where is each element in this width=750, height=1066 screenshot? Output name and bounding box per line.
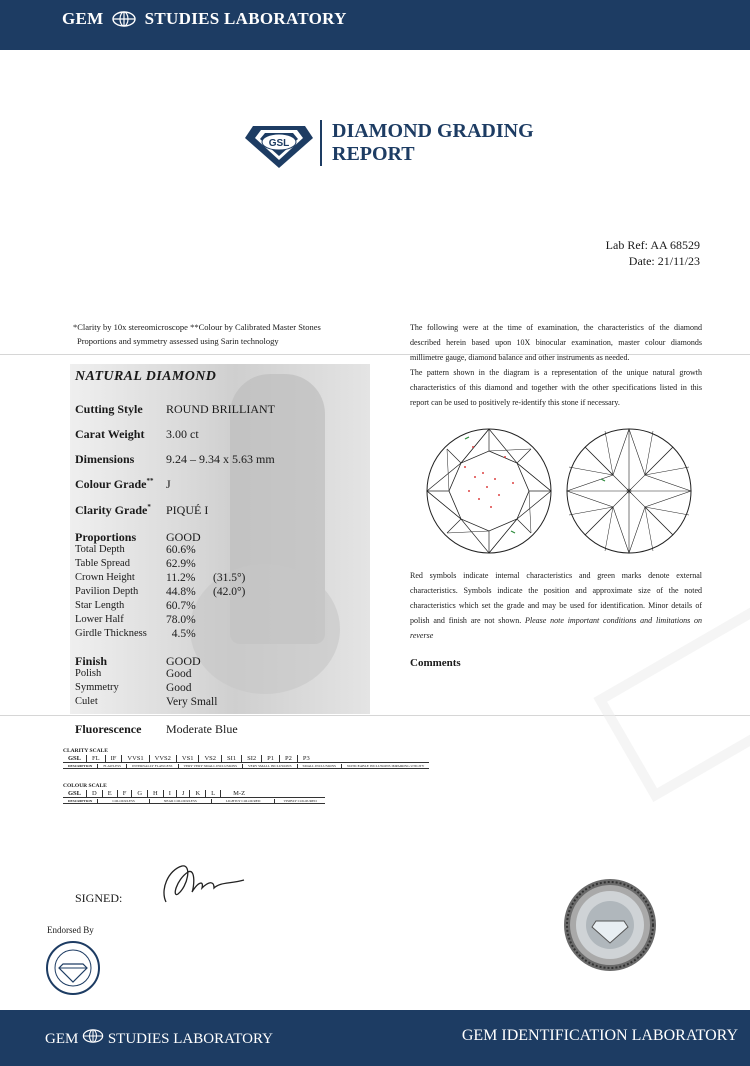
gsl-logo <box>243 118 315 175</box>
proportion-label: Table Spread <box>75 558 130 569</box>
examination-para-2: The pattern shown in the diagram is a representation of the unique natural growth characteristics of this diamond and together with the other specifications listed in this report can be used to positively re-identify this stone if necessary. <box>410 368 702 407</box>
cutting-style-value: ROUND BRILLIANT <box>166 402 275 416</box>
diagram-note-text: Red symbols indicate internal characteristics and green marks denote external characteristics. Symbols indicate the position and approximate size of the noted characteristics which set the grade and may be used for identification. Minor details of polish and finish are not shown. <box>410 571 702 625</box>
scale-description: COLOURLESS <box>97 799 149 803</box>
scale-grade: M-Z <box>220 790 257 797</box>
scale-description: VISIBLY COLOURED <box>274 799 324 803</box>
scale-grade: FL <box>86 755 105 762</box>
footer-brand-left <box>45 1029 273 1048</box>
report-title <box>320 120 534 166</box>
lab-reference <box>606 237 700 269</box>
proportion-label: Crown Height <box>75 572 135 583</box>
clarity-scale-descriptions <box>63 764 429 769</box>
proportion-value: 60.6% <box>166 544 196 556</box>
report-title-line2: REPORT <box>332 143 415 165</box>
lab-ref-number: Lab Ref: AA 68529 <box>605 238 700 252</box>
method-note-1: *Clarity by 10x stereomicroscope **Colour by Calibrated Master Stones <box>73 322 321 332</box>
finish-item-label: Symmetry <box>75 682 119 693</box>
examination-notes <box>410 320 702 410</box>
scale-grade: GSL <box>68 790 82 797</box>
method-notes <box>73 320 321 348</box>
finish-item-value: Very Small <box>166 696 218 708</box>
colour-scale-descriptions <box>63 799 325 804</box>
colour-grade-label-wrap <box>75 477 153 492</box>
footer-brand-rest: STUDIES LABORATORY <box>107 1031 274 1047</box>
scale-description: VERY SMALL INCLUSIONS <box>242 764 297 768</box>
clarity-grade-value: PIQUÉ I <box>166 503 209 517</box>
crown-diagram <box>425 427 553 560</box>
scale-grade: F <box>117 790 132 797</box>
examination-para-1: The following were at the time of examination, the characteristics of the diamond described herein based upon 10X binocular examination, master colour diamonds millimetre gauge, diamond balance and other instruments as needed. <box>410 323 702 362</box>
scale-grade: GSL <box>68 755 82 762</box>
diagram-legend-note <box>410 568 702 643</box>
scale-description: LIGHTLY COLOURED <box>211 799 275 803</box>
scale-description: FLAWLESS <box>97 764 126 768</box>
dimensions-label: Dimensions <box>75 452 135 466</box>
scale-grade: SI2 <box>241 755 261 762</box>
proportion-value: 60.7% <box>166 600 196 612</box>
clarity-grade-label: Clarity Grade <box>75 503 148 517</box>
scale-grade: D <box>86 790 102 797</box>
footer-brand-right: GEM IDENTIFICATION LABORATORY <box>461 1027 738 1044</box>
proportion-label: Star Length <box>75 600 125 611</box>
endorsed-label: Endorsed By <box>47 925 94 935</box>
globe-icon <box>112 11 136 32</box>
scale-grade: J <box>176 790 190 797</box>
lab-ref-date: Date: 21/11/23 <box>628 254 700 268</box>
scale-grade: I <box>163 790 176 797</box>
comments-label: Comments <box>410 657 461 669</box>
scale-description: DESCRIPTION <box>68 764 93 768</box>
scale-description: NOTICEABLE INCLUSIONS IMPAIRING UTILITY <box>341 764 429 768</box>
scale-grade: E <box>102 790 117 797</box>
hologram-seal <box>562 877 658 978</box>
scale-grade: SI1 <box>221 755 241 762</box>
signature <box>158 858 253 913</box>
scale-grade: IF <box>105 755 122 762</box>
proportion-label: Girdle Thickness <box>75 628 147 639</box>
proportion-value: 4.5% <box>166 628 196 640</box>
clarity-scale <box>63 748 429 769</box>
pavilion-diagram <box>565 427 693 560</box>
method-note-2: Proportions and symmetry assessed using Sarin technology <box>77 336 279 346</box>
scale-grade: VS2 <box>198 755 221 762</box>
diagram-note-italic: Please note important conditions and limitations on reverse <box>410 616 702 640</box>
proportion-value: 11.2% <box>166 572 196 584</box>
globe-icon <box>82 1031 108 1047</box>
colour-grade-label: Colour Grade <box>75 477 147 491</box>
proportion-value: 62.9% <box>166 558 196 570</box>
header-brand-left: GEM <box>62 9 104 28</box>
finish-label: Finish <box>75 654 108 668</box>
scale-grade: VS1 <box>176 755 199 762</box>
scale-grade: K <box>189 790 205 797</box>
colour-grade-value: J <box>166 477 171 491</box>
colour-scale <box>63 783 325 804</box>
finish-item-label: Polish <box>75 668 102 679</box>
scale-description: DESCRIPTION <box>68 799 93 803</box>
scale-grade: G <box>131 790 147 797</box>
scale-description: INTERNALLY FLAWLESS <box>126 764 177 768</box>
colour-scale-title: COLOUR SCALE <box>63 783 107 789</box>
finish-item-value: Good <box>166 668 192 680</box>
clarity-grade-label-wrap <box>75 503 151 518</box>
scale-grade: P1 <box>261 755 279 762</box>
colour-scale-grades <box>63 790 325 798</box>
clarity-scale-title: CLARITY SCALE <box>63 748 108 754</box>
bottom-banner <box>0 1010 750 1066</box>
proportions-label: Proportions <box>75 530 137 544</box>
finish-item-value: Good <box>166 682 192 694</box>
proportion-value: 44.8% <box>166 586 196 598</box>
scale-grade: H <box>147 790 163 797</box>
footer-brand-gem: GEM <box>45 1031 79 1047</box>
proportions-value: GOOD <box>166 530 201 544</box>
scale-grade: VVS2 <box>149 755 176 762</box>
clarity-scale-grades <box>63 755 429 763</box>
dimensions-value: 9.24 – 9.34 x 5.63 mm <box>166 452 275 466</box>
diamond-type-heading: NATURAL DIAMOND <box>75 369 217 384</box>
fluorescence-label: Fluorescence <box>75 722 142 736</box>
proportion-label: Total Depth <box>75 544 125 555</box>
proportion-angle: (42.0°) <box>213 586 246 598</box>
finish-value: GOOD <box>166 654 201 668</box>
carat-weight-label: Carat Weight <box>75 427 145 441</box>
report-title-line1: DIAMOND GRADING <box>332 120 534 142</box>
header-brand-right: STUDIES LABORATORY <box>144 9 347 28</box>
top-banner <box>0 0 750 50</box>
cutting-style-label: Cutting Style <box>75 402 143 416</box>
carat-weight-value: 3.00 ct <box>166 427 199 441</box>
endorsement-seal <box>45 940 101 1001</box>
scale-grade: P2 <box>279 755 297 762</box>
fluorescence-value: Moderate Blue <box>166 722 238 736</box>
scale-grade: VVS1 <box>121 755 148 762</box>
proportion-value: 78.0% <box>166 614 196 626</box>
proportion-angle: (31.5°) <box>213 572 246 584</box>
scale-description: VERY VERY SMALL INCLUSIONS <box>178 764 243 768</box>
proportion-label: Lower Half <box>75 614 124 625</box>
logo-text: GSL <box>268 138 290 149</box>
scale-grade: L <box>205 790 220 797</box>
colour-grade-mark: ** <box>146 477 154 485</box>
scale-description: SMALL INCLUSIONS <box>297 764 341 768</box>
header-brand <box>62 9 347 32</box>
clarity-grade-mark: * <box>147 503 151 511</box>
scale-description: NEAR COLOURLESS <box>149 799 211 803</box>
finish-item-label: Culet <box>75 696 98 707</box>
proportion-label: Pavilion Depth <box>75 586 139 597</box>
scale-grade: P3 <box>297 755 315 762</box>
signed-label: SIGNED: <box>75 891 123 905</box>
